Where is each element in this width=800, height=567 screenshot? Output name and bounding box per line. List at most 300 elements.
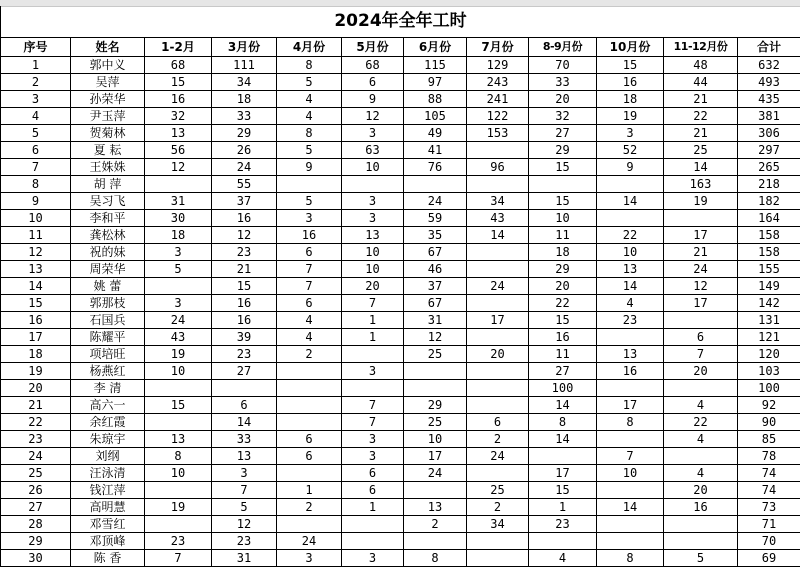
hours-cell[interactable]: 33 [529,74,597,91]
hours-cell[interactable] [467,142,529,159]
hours-cell[interactable]: 5 [212,499,277,516]
hours-cell[interactable]: 8 [277,57,342,74]
hours-cell[interactable]: 7 [342,414,404,431]
index-cell[interactable]: 27 [1,499,71,516]
hours-cell[interactable]: 19 [664,193,738,210]
hours-cell[interactable]: 14 [664,159,738,176]
hours-cell[interactable]: 30 [145,210,212,227]
hours-cell[interactable]: 12 [404,329,467,346]
index-cell[interactable]: 20 [1,380,71,397]
hours-cell[interactable]: 5 [277,193,342,210]
hours-cell[interactable]: 4 [277,91,342,108]
name-cell[interactable]: 高六一 [71,397,145,414]
hours-cell[interactable]: 9 [342,91,404,108]
hours-cell[interactable]: 158 [738,227,800,244]
hours-cell[interactable]: 29 [404,397,467,414]
name-cell[interactable]: 胡 萍 [71,176,145,193]
hours-cell[interactable] [467,261,529,278]
hours-cell[interactable] [277,516,342,533]
hours-cell[interactable]: 15 [145,74,212,91]
hours-cell[interactable]: 164 [738,210,800,227]
hours-cell[interactable]: 16 [145,91,212,108]
hours-cell[interactable]: 23 [212,346,277,363]
hours-cell[interactable]: 16 [664,499,738,516]
name-cell[interactable]: 龚松林 [71,227,145,244]
hours-cell[interactable]: 29 [529,261,597,278]
hours-cell[interactable]: 6 [664,329,738,346]
name-cell[interactable]: 刘纲 [71,448,145,465]
hours-cell[interactable]: 4 [597,295,664,312]
name-cell[interactable]: 余红霞 [71,414,145,431]
hours-cell[interactable]: 1 [342,329,404,346]
hours-cell[interactable]: 163 [664,176,738,193]
hours-cell[interactable]: 34 [467,516,529,533]
hours-cell[interactable]: 121 [738,329,800,346]
hours-cell[interactable]: 16 [212,295,277,312]
hours-cell[interactable]: 8 [597,414,664,431]
hours-cell[interactable]: 3 [342,431,404,448]
hours-cell[interactable]: 10 [342,159,404,176]
hours-cell[interactable]: 3 [277,550,342,567]
hours-cell[interactable]: 6 [277,295,342,312]
hours-cell[interactable]: 10 [145,363,212,380]
name-cell[interactable]: 邓雪红 [71,516,145,533]
hours-cell[interactable]: 5 [277,142,342,159]
hours-cell[interactable] [342,346,404,363]
index-cell[interactable]: 18 [1,346,71,363]
hours-cell[interactable]: 14 [212,414,277,431]
hours-cell[interactable]: 2 [467,499,529,516]
hours-cell[interactable]: 74 [738,482,800,499]
hours-cell[interactable]: 265 [738,159,800,176]
hours-cell[interactable] [597,482,664,499]
name-cell[interactable]: 石国兵 [71,312,145,329]
hours-cell[interactable]: 78 [738,448,800,465]
hours-cell[interactable]: 3 [145,295,212,312]
name-cell[interactable]: 李和平 [71,210,145,227]
hours-cell[interactable]: 24 [664,261,738,278]
hours-cell[interactable]: 73 [738,499,800,516]
index-cell[interactable]: 21 [1,397,71,414]
column-header[interactable]: 10月份 [597,38,664,57]
column-header[interactable]: 序号 [1,38,71,57]
hours-cell[interactable]: 23 [212,533,277,550]
hours-cell[interactable]: 1 [342,312,404,329]
hours-cell[interactable] [664,533,738,550]
hours-cell[interactable]: 1 [342,499,404,516]
index-cell[interactable]: 2 [1,74,71,91]
hours-cell[interactable]: 16 [212,312,277,329]
hours-cell[interactable]: 71 [738,516,800,533]
hours-cell[interactable]: 14 [529,431,597,448]
index-cell[interactable]: 12 [1,244,71,261]
hours-cell[interactable]: 19 [597,108,664,125]
name-cell[interactable]: 祝的妹 [71,244,145,261]
hours-cell[interactable] [597,329,664,346]
hours-cell[interactable]: 218 [738,176,800,193]
hours-cell[interactable]: 13 [597,261,664,278]
hours-cell[interactable]: 24 [277,533,342,550]
hours-cell[interactable]: 17 [467,312,529,329]
hours-cell[interactable]: 33 [212,431,277,448]
name-cell[interactable]: 李 清 [71,380,145,397]
name-cell[interactable]: 钱江萍 [71,482,145,499]
hours-cell[interactable]: 24 [467,278,529,295]
hours-cell[interactable] [404,533,467,550]
hours-cell[interactable]: 153 [467,125,529,142]
hours-cell[interactable]: 74 [738,465,800,482]
index-cell[interactable]: 22 [1,414,71,431]
hours-cell[interactable]: 632 [738,57,800,74]
hours-cell[interactable]: 90 [738,414,800,431]
index-cell[interactable]: 15 [1,295,71,312]
hours-cell[interactable]: 13 [145,125,212,142]
hours-cell[interactable]: 39 [212,329,277,346]
hours-cell[interactable]: 6 [342,465,404,482]
hours-cell[interactable]: 7 [597,448,664,465]
hours-cell[interactable]: 7 [342,397,404,414]
hours-cell[interactable]: 2 [277,499,342,516]
column-header[interactable]: 姓名 [71,38,145,57]
hours-cell[interactable]: 6 [212,397,277,414]
hours-cell[interactable]: 21 [212,261,277,278]
hours-cell[interactable]: 13 [212,448,277,465]
hours-cell[interactable]: 49 [404,125,467,142]
hours-cell[interactable]: 103 [738,363,800,380]
column-header[interactable]: 7月份 [467,38,529,57]
hours-cell[interactable]: 10 [342,244,404,261]
name-cell[interactable]: 周荣华 [71,261,145,278]
index-cell[interactable]: 16 [1,312,71,329]
hours-cell[interactable]: 13 [404,499,467,516]
hours-cell[interactable]: 37 [212,193,277,210]
hours-cell[interactable]: 70 [738,533,800,550]
hours-cell[interactable]: 12 [212,516,277,533]
hours-cell[interactable] [664,516,738,533]
index-cell[interactable]: 10 [1,210,71,227]
hours-cell[interactable]: 5 [277,74,342,91]
hours-cell[interactable]: 23 [597,312,664,329]
hours-cell[interactable]: 46 [404,261,467,278]
index-cell[interactable]: 26 [1,482,71,499]
hours-cell[interactable]: 12 [342,108,404,125]
hours-cell[interactable]: 306 [738,125,800,142]
hours-cell[interactable]: 34 [467,193,529,210]
hours-cell[interactable]: 16 [212,210,277,227]
hours-cell[interactable]: 122 [467,108,529,125]
hours-cell[interactable]: 55 [212,176,277,193]
hours-cell[interactable]: 7 [277,261,342,278]
hours-cell[interactable]: 14 [597,499,664,516]
index-cell[interactable]: 13 [1,261,71,278]
hours-cell[interactable]: 13 [342,227,404,244]
hours-cell[interactable]: 31 [212,550,277,567]
index-cell[interactable]: 1 [1,57,71,74]
hours-cell[interactable]: 20 [529,278,597,295]
hours-cell[interactable] [597,516,664,533]
hours-cell[interactable]: 241 [467,91,529,108]
hours-cell[interactable]: 297 [738,142,800,159]
hours-cell[interactable]: 15 [529,159,597,176]
hours-cell[interactable]: 43 [467,210,529,227]
hours-cell[interactable] [597,431,664,448]
hours-cell[interactable]: 19 [145,499,212,516]
hours-cell[interactable]: 9 [597,159,664,176]
hours-cell[interactable]: 14 [597,193,664,210]
hours-cell[interactable]: 7 [664,346,738,363]
name-cell[interactable]: 项培旺 [71,346,145,363]
hours-cell[interactable]: 7 [145,550,212,567]
column-header[interactable]: 6月份 [404,38,467,57]
hours-cell[interactable]: 21 [664,91,738,108]
hours-cell[interactable]: 10 [597,244,664,261]
index-cell[interactable]: 24 [1,448,71,465]
hours-cell[interactable]: 7 [212,482,277,499]
hours-cell[interactable]: 4 [664,397,738,414]
sheet-title[interactable]: 2024年全年工时 [1,6,800,38]
hours-cell[interactable]: 14 [467,227,529,244]
hours-cell[interactable] [277,176,342,193]
hours-cell[interactable]: 381 [738,108,800,125]
hours-cell[interactable]: 10 [145,465,212,482]
hours-cell[interactable] [277,465,342,482]
index-cell[interactable]: 23 [1,431,71,448]
hours-cell[interactable]: 14 [529,397,597,414]
hours-cell[interactable]: 31 [145,193,212,210]
hours-cell[interactable] [145,414,212,431]
hours-cell[interactable]: 67 [404,244,467,261]
hours-cell[interactable] [664,210,738,227]
hours-cell[interactable]: 68 [145,57,212,74]
hours-cell[interactable]: 6 [342,482,404,499]
hours-cell[interactable]: 22 [597,227,664,244]
hours-cell[interactable]: 12 [664,278,738,295]
hours-cell[interactable]: 29 [212,125,277,142]
hours-cell[interactable]: 3 [342,125,404,142]
hours-cell[interactable]: 115 [404,57,467,74]
hours-cell[interactable] [467,533,529,550]
hours-cell[interactable]: 8 [145,448,212,465]
hours-cell[interactable]: 48 [664,57,738,74]
hours-cell[interactable]: 17 [597,397,664,414]
index-cell[interactable]: 19 [1,363,71,380]
hours-cell[interactable]: 435 [738,91,800,108]
hours-cell[interactable]: 4 [529,550,597,567]
name-cell[interactable]: 郭中义 [71,57,145,74]
hours-cell[interactable]: 24 [404,193,467,210]
hours-cell[interactable]: 34 [212,74,277,91]
hours-cell[interactable]: 131 [738,312,800,329]
hours-cell[interactable]: 68 [342,57,404,74]
hours-cell[interactable]: 158 [738,244,800,261]
index-cell[interactable]: 3 [1,91,71,108]
hours-cell[interactable]: 129 [467,57,529,74]
index-cell[interactable]: 6 [1,142,71,159]
hours-cell[interactable]: 1 [277,482,342,499]
hours-cell[interactable] [467,295,529,312]
hours-cell[interactable]: 105 [404,108,467,125]
hours-cell[interactable] [404,482,467,499]
name-cell[interactable]: 汪泳清 [71,465,145,482]
hours-cell[interactable]: 20 [467,346,529,363]
hours-cell[interactable]: 24 [404,465,467,482]
name-cell[interactable]: 陈 香 [71,550,145,567]
name-cell[interactable]: 贺菊林 [71,125,145,142]
hours-cell[interactable] [145,176,212,193]
name-cell[interactable]: 朱琼宇 [71,431,145,448]
hours-cell[interactable]: 12 [212,227,277,244]
hours-cell[interactable]: 142 [738,295,800,312]
hours-cell[interactable]: 3 [597,125,664,142]
hours-cell[interactable]: 44 [664,74,738,91]
hours-cell[interactable] [597,176,664,193]
hours-cell[interactable]: 7 [342,295,404,312]
hours-cell[interactable]: 15 [529,193,597,210]
hours-cell[interactable] [467,550,529,567]
index-cell[interactable]: 7 [1,159,71,176]
hours-cell[interactable]: 100 [738,380,800,397]
hours-cell[interactable]: 18 [529,244,597,261]
hours-cell[interactable]: 23 [212,244,277,261]
hours-cell[interactable]: 17 [404,448,467,465]
hours-cell[interactable]: 17 [529,465,597,482]
hours-cell[interactable]: 32 [145,108,212,125]
index-cell[interactable]: 25 [1,465,71,482]
name-cell[interactable]: 陈耀平 [71,329,145,346]
hours-cell[interactable]: 70 [529,57,597,74]
column-header[interactable]: 合计 [738,38,800,57]
hours-cell[interactable]: 182 [738,193,800,210]
hours-cell[interactable]: 85 [738,431,800,448]
hours-cell[interactable] [467,465,529,482]
hours-cell[interactable]: 3 [145,244,212,261]
hours-cell[interactable]: 3 [342,363,404,380]
hours-cell[interactable] [404,380,467,397]
hours-cell[interactable]: 10 [404,431,467,448]
name-cell[interactable]: 高明慧 [71,499,145,516]
hours-cell[interactable]: 37 [404,278,467,295]
name-cell[interactable]: 杨燕红 [71,363,145,380]
hours-cell[interactable] [467,397,529,414]
hours-cell[interactable]: 15 [212,278,277,295]
hours-cell[interactable] [404,363,467,380]
hours-cell[interactable]: 3 [342,193,404,210]
hours-cell[interactable] [342,176,404,193]
hours-cell[interactable] [342,533,404,550]
hours-cell[interactable]: 24 [145,312,212,329]
index-cell[interactable]: 14 [1,278,71,295]
hours-cell[interactable]: 22 [664,414,738,431]
hours-cell[interactable]: 3 [277,210,342,227]
hours-cell[interactable] [277,363,342,380]
index-cell[interactable]: 5 [1,125,71,142]
hours-cell[interactable] [277,397,342,414]
hours-cell[interactable]: 96 [467,159,529,176]
hours-cell[interactable]: 100 [529,380,597,397]
hours-cell[interactable] [145,380,212,397]
hours-cell[interactable]: 20 [664,482,738,499]
hours-cell[interactable]: 21 [664,244,738,261]
hours-cell[interactable] [342,516,404,533]
hours-cell[interactable]: 29 [529,142,597,159]
hours-cell[interactable]: 25 [664,142,738,159]
hours-cell[interactable]: 4 [664,465,738,482]
hours-cell[interactable]: 3 [342,550,404,567]
hours-cell[interactable]: 18 [212,91,277,108]
hours-cell[interactable]: 3 [342,448,404,465]
hours-cell[interactable]: 5 [145,261,212,278]
hours-cell[interactable]: 69 [738,550,800,567]
name-cell[interactable]: 王姝姝 [71,159,145,176]
hours-cell[interactable] [467,380,529,397]
hours-cell[interactable] [597,210,664,227]
hours-cell[interactable]: 76 [404,159,467,176]
hours-cell[interactable]: 22 [529,295,597,312]
hours-cell[interactable]: 24 [212,159,277,176]
hours-cell[interactable] [597,533,664,550]
hours-cell[interactable]: 10 [529,210,597,227]
hours-cell[interactable]: 6 [277,244,342,261]
column-header[interactable]: 4月份 [277,38,342,57]
hours-cell[interactable]: 6 [277,431,342,448]
hours-cell[interactable]: 31 [404,312,467,329]
hours-cell[interactable]: 25 [467,482,529,499]
hours-cell[interactable]: 3 [342,210,404,227]
hours-cell[interactable] [277,414,342,431]
hours-cell[interactable]: 25 [404,414,467,431]
index-cell[interactable]: 30 [1,550,71,567]
column-header[interactable]: 3月份 [212,38,277,57]
hours-cell[interactable]: 20 [529,91,597,108]
hours-cell[interactable]: 23 [529,516,597,533]
hours-cell[interactable]: 88 [404,91,467,108]
hours-cell[interactable]: 67 [404,295,467,312]
name-cell[interactable]: 邓顶峰 [71,533,145,550]
hours-cell[interactable] [342,380,404,397]
hours-cell[interactable]: 6 [467,414,529,431]
hours-cell[interactable]: 1 [529,499,597,516]
hours-cell[interactable]: 15 [145,397,212,414]
hours-cell[interactable]: 7 [277,278,342,295]
hours-cell[interactable]: 10 [597,465,664,482]
hours-cell[interactable] [404,176,467,193]
name-cell[interactable]: 姚 蕾 [71,278,145,295]
hours-cell[interactable] [597,380,664,397]
hours-cell[interactable] [467,244,529,261]
hours-cell[interactable]: 8 [404,550,467,567]
hours-cell[interactable]: 12 [145,159,212,176]
hours-cell[interactable]: 27 [529,363,597,380]
hours-cell[interactable]: 15 [529,482,597,499]
hours-cell[interactable]: 2 [404,516,467,533]
hours-cell[interactable] [145,516,212,533]
hours-cell[interactable]: 6 [277,448,342,465]
hours-cell[interactable]: 41 [404,142,467,159]
hours-cell[interactable] [664,380,738,397]
column-header[interactable]: 11-12月份 [664,38,738,57]
name-cell[interactable]: 孙荣华 [71,91,145,108]
index-cell[interactable]: 29 [1,533,71,550]
hours-cell[interactable]: 27 [212,363,277,380]
hours-cell[interactable]: 243 [467,74,529,91]
hours-cell[interactable]: 17 [664,295,738,312]
hours-cell[interactable] [467,363,529,380]
hours-cell[interactable]: 155 [738,261,800,278]
hours-cell[interactable]: 8 [277,125,342,142]
hours-cell[interactable] [212,380,277,397]
hours-cell[interactable]: 111 [212,57,277,74]
hours-cell[interactable]: 9 [277,159,342,176]
